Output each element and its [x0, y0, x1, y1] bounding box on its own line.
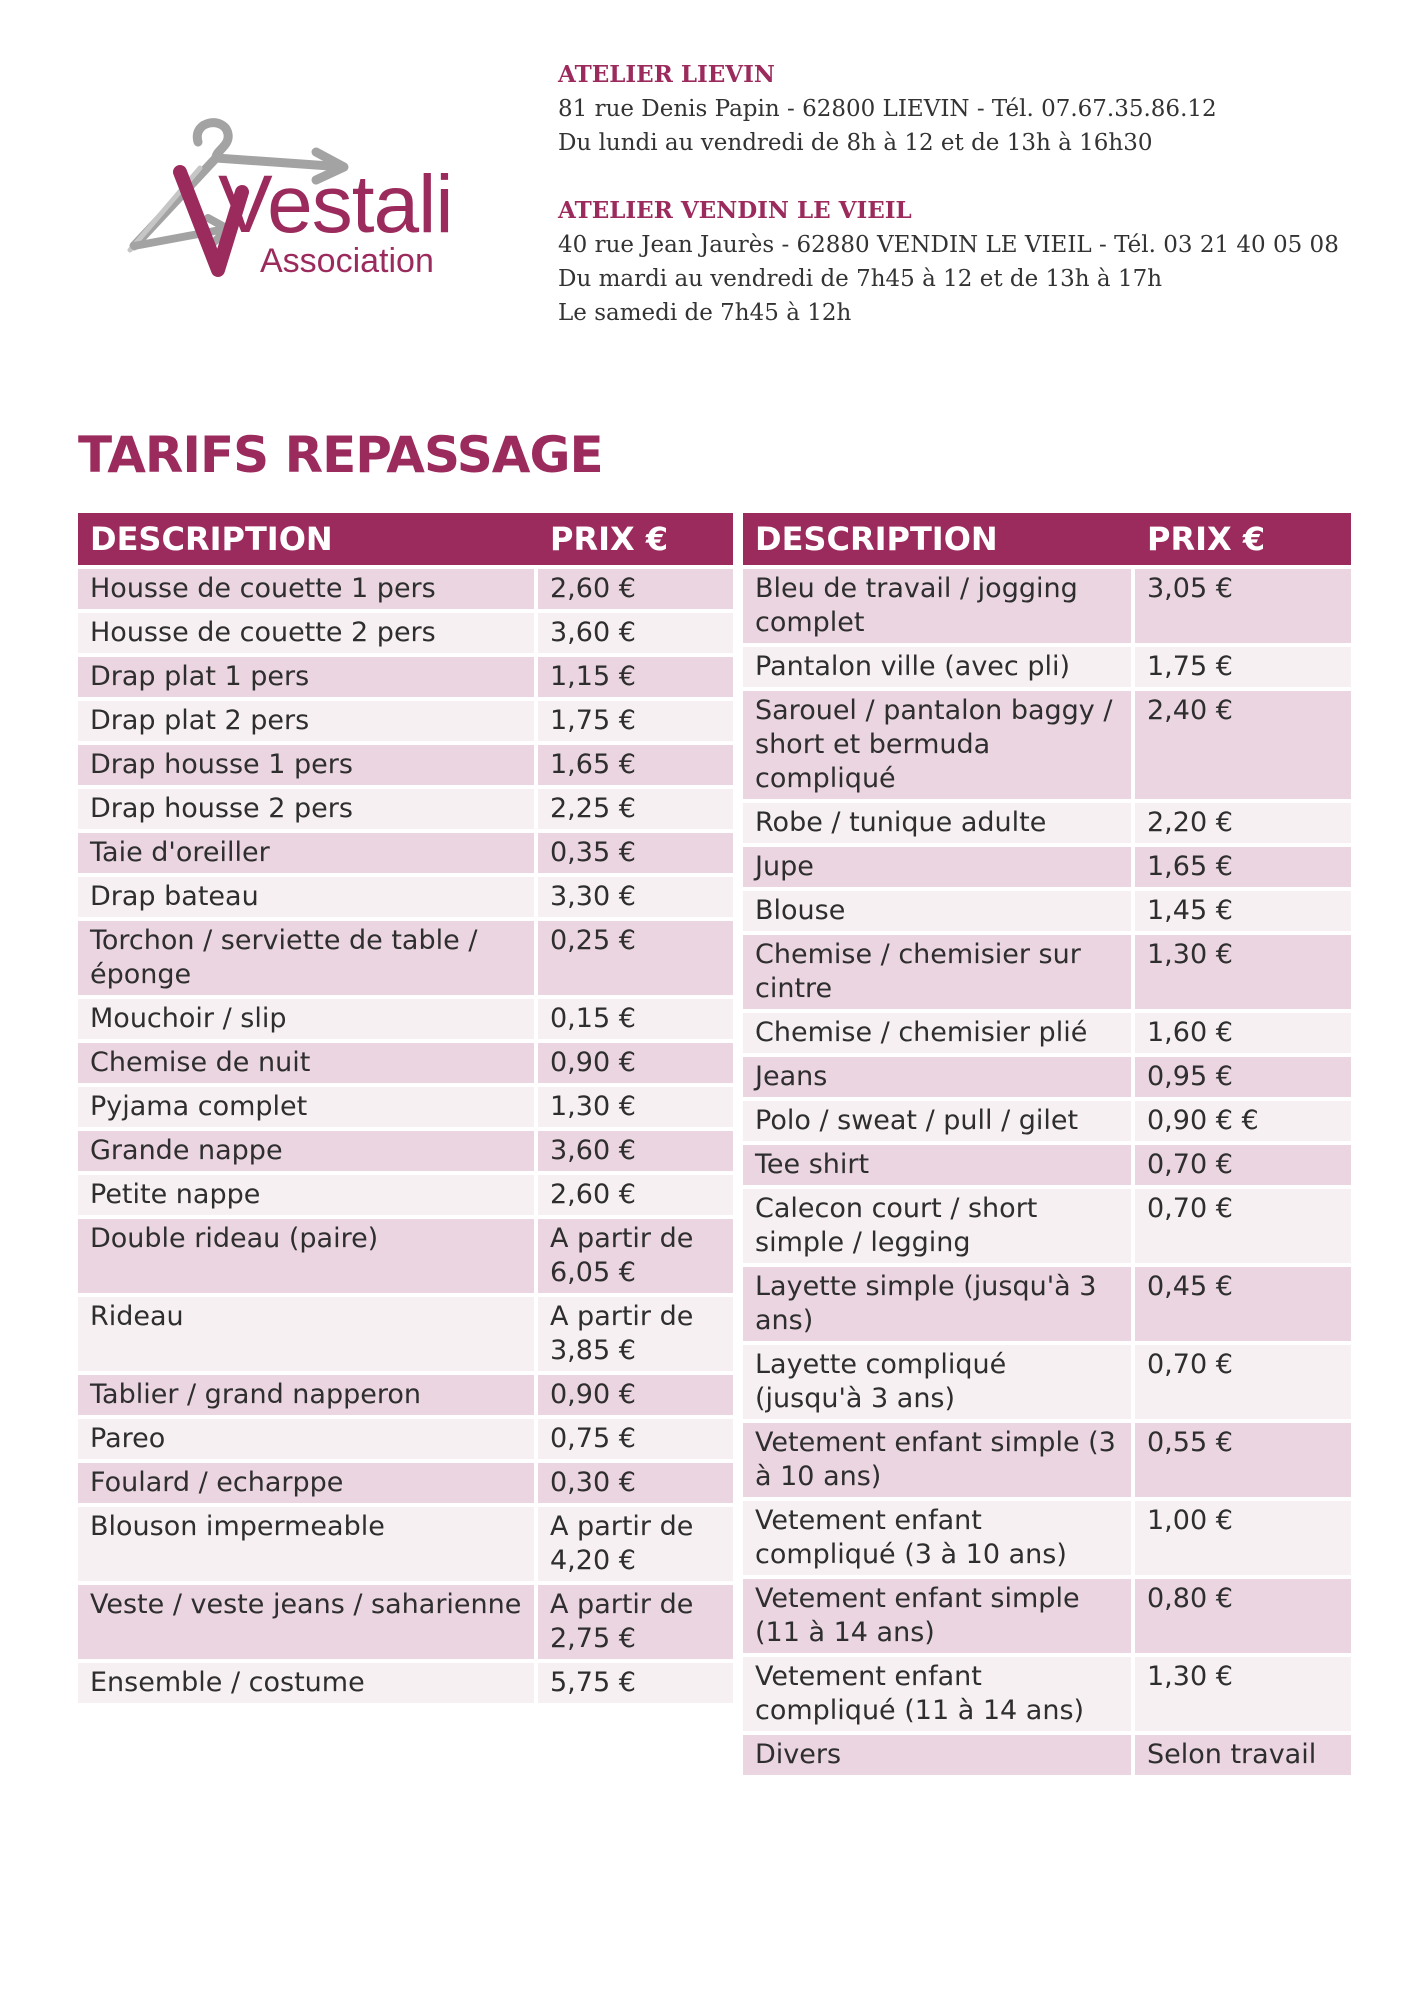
table-row [78, 1585, 733, 1659]
item-description: Calecon court / short simple / legging [743, 1189, 1135, 1263]
table-row [78, 789, 733, 829]
item-price: Selon travail [1135, 1735, 1351, 1775]
table-row [743, 847, 1351, 887]
item-description: Divers [743, 1735, 1135, 1775]
item-price: 1,65 € [1135, 847, 1351, 887]
table-row [78, 999, 733, 1039]
item-price: A partir de 2,75 € [538, 1585, 733, 1659]
table-row [78, 701, 733, 741]
table-row [743, 1735, 1351, 1775]
item-description: Drap bateau [78, 877, 538, 917]
table-header [743, 513, 1351, 565]
table-row [743, 1189, 1351, 1263]
item-description: Layette compliqué (jusqu'à 3 ans) [743, 1345, 1135, 1419]
item-price: 0,90 € € [1135, 1101, 1351, 1141]
item-description: Polo / sweat / pull / gilet [743, 1101, 1135, 1141]
atelier-name: ATELIER LIEVIN [558, 61, 775, 88]
item-price: 0,70 € [1135, 1145, 1351, 1185]
item-description: Mouchoir / slip [78, 999, 538, 1039]
item-price: A partir de 6,05 € [538, 1219, 733, 1293]
item-description: Drap plat 1 pers [78, 657, 538, 697]
item-description: Drap housse 1 pers [78, 745, 538, 785]
item-description: Tablier / grand napperon [78, 1375, 538, 1415]
table-row [78, 1043, 733, 1083]
item-price: 0,70 € [1135, 1189, 1351, 1263]
item-description: Jeans [743, 1057, 1135, 1097]
table-row [743, 1345, 1351, 1419]
logo-subtitle: Association [260, 242, 434, 280]
table-row [78, 1507, 733, 1581]
item-price: 0,90 € [538, 1375, 733, 1415]
atelier-name: ATELIER VENDIN LE VIEIL [558, 197, 912, 224]
column-header-description: DESCRIPTION [743, 513, 1135, 565]
item-price: 0,15 € [538, 999, 733, 1039]
item-description: Blouson impermeable [78, 1507, 538, 1581]
item-price: 0,30 € [538, 1463, 733, 1503]
table-row [743, 1057, 1351, 1097]
atelier-contacts [558, 58, 1378, 330]
table-row [78, 1419, 733, 1459]
atelier-address: 40 rue Jean Jaurès - 62880 VENDIN LE VIEIL - Tél. 03 21 40 05 08 [558, 232, 1339, 258]
item-price: 0,80 € [1135, 1579, 1351, 1653]
item-description: Drap housse 2 pers [78, 789, 538, 829]
tarifs-table-left [78, 509, 733, 1707]
table-row [78, 1131, 733, 1171]
item-description: Vetement enfant simple (11 à 14 ans) [743, 1579, 1135, 1653]
tarifs-table-right [743, 509, 1351, 1779]
atelier-hours: Du lundi au vendredi de 8h à 12 et de 13h à 16h30 [558, 130, 1153, 156]
table-header [78, 513, 733, 565]
item-description: Foulard / echarppe [78, 1463, 538, 1503]
item-price: 0,25 € [538, 921, 733, 995]
table-row [78, 657, 733, 697]
item-price: 1,45 € [1135, 891, 1351, 931]
table-row [78, 921, 733, 995]
atelier-vendin [558, 194, 1378, 330]
table-row [743, 1423, 1351, 1497]
table-row [743, 1013, 1351, 1053]
item-price: 1,30 € [1135, 1657, 1351, 1731]
item-price: 1,60 € [1135, 1013, 1351, 1053]
item-price: 1,65 € [538, 745, 733, 785]
item-description: Tee shirt [743, 1145, 1135, 1185]
atelier-lievin [558, 58, 1378, 160]
table-row [78, 613, 733, 653]
table-row [743, 1579, 1351, 1653]
item-description: Petite nappe [78, 1175, 538, 1215]
table-row [78, 1087, 733, 1127]
table-row [743, 935, 1351, 1009]
item-price: A partir de 3,85 € [538, 1297, 733, 1371]
item-price: A partir de 4,20 € [538, 1507, 733, 1581]
column-header-description: DESCRIPTION [78, 513, 538, 565]
item-price: 5,75 € [538, 1663, 733, 1703]
item-description: Sarouel / pantalon baggy / short et bermuda compliqué [743, 691, 1135, 799]
page-title: TARIFS REPASSAGE [78, 426, 603, 484]
item-price: 0,95 € [1135, 1057, 1351, 1097]
item-description: Grande nappe [78, 1131, 538, 1171]
item-description: Taie d'oreiller [78, 833, 538, 873]
atelier-hours: Du mardi au vendredi de 7h45 à 12 et de 13h à 17h [558, 266, 1163, 292]
item-price: 1,00 € [1135, 1501, 1351, 1575]
item-price: 0,70 € [1135, 1345, 1351, 1419]
table-row [78, 1463, 733, 1503]
table-row [743, 691, 1351, 799]
logo-wordmark: Vestali [218, 159, 453, 250]
item-price: 0,35 € [538, 833, 733, 873]
table-row [743, 1101, 1351, 1141]
item-price: 2,60 € [538, 1175, 733, 1215]
item-description: Layette simple (jusqu'à 3 ans) [743, 1267, 1135, 1341]
table-row [743, 569, 1351, 643]
item-price: 2,20 € [1135, 803, 1351, 843]
table-row [78, 745, 733, 785]
table-row [743, 1657, 1351, 1731]
table-row [78, 877, 733, 917]
item-price: 0,90 € [538, 1043, 733, 1083]
item-price: 0,75 € [538, 1419, 733, 1459]
item-price: 3,30 € [538, 877, 733, 917]
item-description: Drap plat 2 pers [78, 701, 538, 741]
item-price: 1,75 € [538, 701, 733, 741]
item-description: Pyjama complet [78, 1087, 538, 1127]
table-row [78, 1219, 733, 1293]
item-price: 3,60 € [538, 1131, 733, 1171]
table-row [78, 1175, 733, 1215]
item-price: 1,15 € [538, 657, 733, 697]
table-row [78, 1663, 733, 1703]
item-description: Pareo [78, 1419, 538, 1459]
item-description: Torchon / serviette de table / éponge [78, 921, 538, 995]
item-description: Blouse [743, 891, 1135, 931]
item-description: Housse de couette 2 pers [78, 613, 538, 653]
item-description: Jupe [743, 847, 1135, 887]
table-row [78, 833, 733, 873]
item-description: Chemise de nuit [78, 1043, 538, 1083]
table-row [78, 1297, 733, 1371]
item-description: Chemise / chemisier sur cintre [743, 935, 1135, 1009]
item-price: 2,40 € [1135, 691, 1351, 799]
item-description: Ensemble / costume [78, 1663, 538, 1703]
item-description: Chemise / chemisier plié [743, 1013, 1135, 1053]
item-price: 2,60 € [538, 569, 733, 609]
table-row [743, 1145, 1351, 1185]
item-price: 3,05 € [1135, 569, 1351, 643]
item-price: 1,30 € [1135, 935, 1351, 1009]
column-header-price: PRIX € [1135, 513, 1351, 565]
item-description: Pantalon ville (avec pli) [743, 647, 1135, 687]
table-row [78, 1375, 733, 1415]
item-description: Vetement enfant compliqué (11 à 14 ans) [743, 1657, 1135, 1731]
table-row [743, 1267, 1351, 1341]
item-description: Rideau [78, 1297, 538, 1371]
item-price: 2,25 € [538, 789, 733, 829]
item-price: 0,55 € [1135, 1423, 1351, 1497]
vestali-logo [120, 112, 480, 292]
item-description: Bleu de travail / jogging complet [743, 569, 1135, 643]
table-row [743, 891, 1351, 931]
atelier-hours: Le samedi de 7h45 à 12h [558, 300, 852, 326]
item-price: 1,30 € [538, 1087, 733, 1127]
table-row [78, 569, 733, 609]
item-description: Robe / tunique adulte [743, 803, 1135, 843]
column-header-price: PRIX € [538, 513, 733, 565]
table-row [743, 803, 1351, 843]
table-row [743, 647, 1351, 687]
item-price: 0,45 € [1135, 1267, 1351, 1341]
item-description: Veste / veste jeans / saharienne [78, 1585, 538, 1659]
table-row [743, 1501, 1351, 1575]
item-description: Double rideau (paire) [78, 1219, 538, 1293]
item-description: Vetement enfant compliqué (3 à 10 ans) [743, 1501, 1135, 1575]
item-price: 3,60 € [538, 613, 733, 653]
item-description: Vetement enfant simple (3 à 10 ans) [743, 1423, 1135, 1497]
atelier-address: 81 rue Denis Papin - 62800 LIEVIN - Tél. 07.67.35.86.12 [558, 96, 1217, 122]
item-description: Housse de couette 1 pers [78, 569, 538, 609]
item-price: 1,75 € [1135, 647, 1351, 687]
